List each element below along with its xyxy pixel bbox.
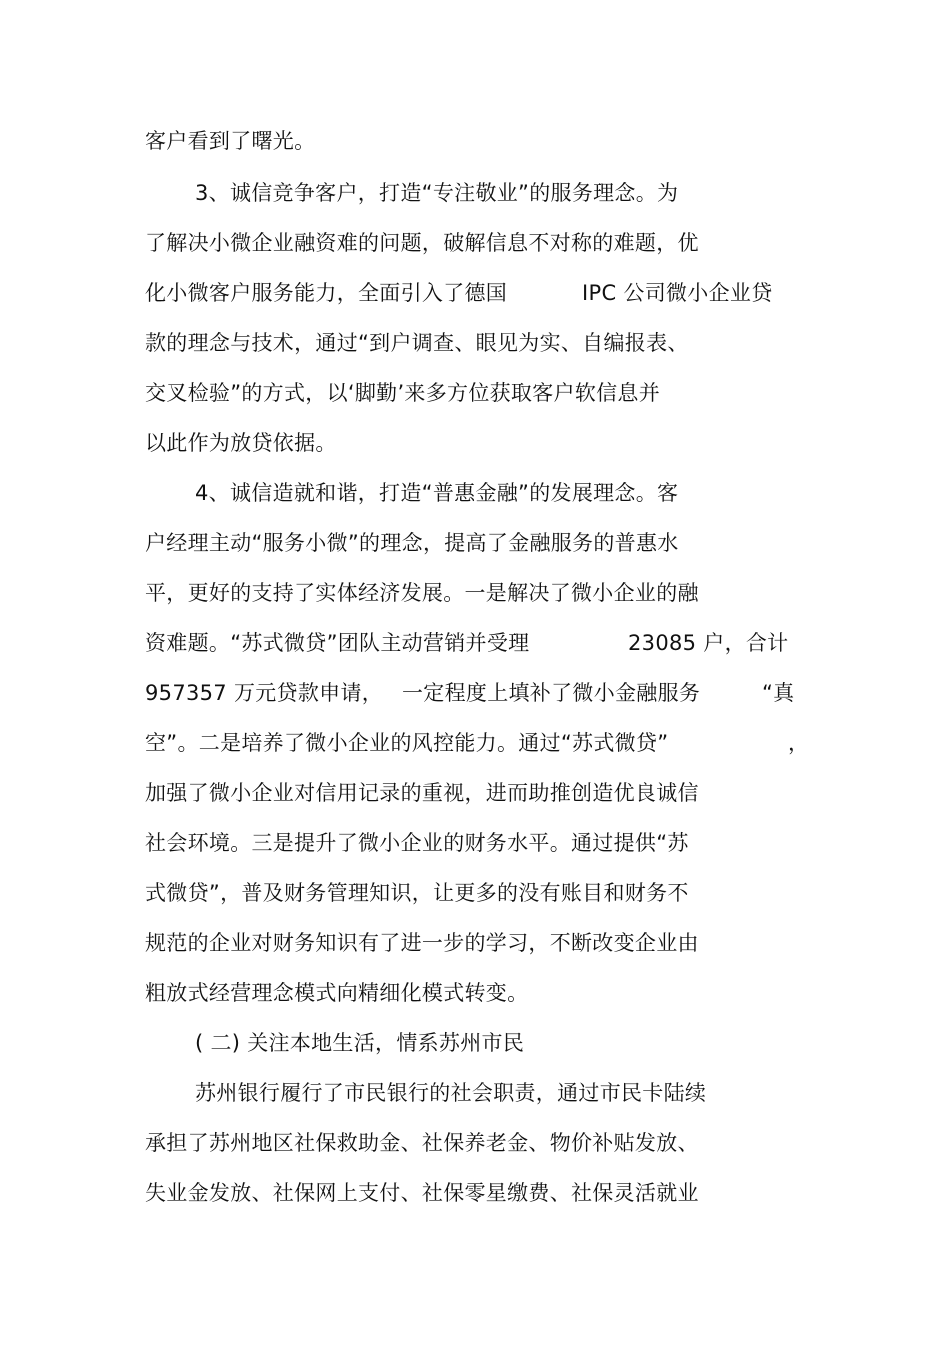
text-line: 空”。二是培养了微小企业的风控能力。通过“苏式微贷” [145, 731, 669, 755]
text-line: 957357 万元贷款申请， [145, 681, 384, 705]
text-fragment: IPC 公司微小企业贷 [582, 281, 773, 305]
text-line: 失业金发放、社保网上支付、社保零星缴费、社保灵活就业 [145, 1181, 699, 1205]
text-fragment: 23085 户，合计 [628, 631, 789, 655]
text-line: 户经理主动“服务小微”的理念，提高了金融服务的普惠水 [145, 531, 679, 555]
text-fragment: ， [788, 731, 810, 755]
text-line: 粗放式经营理念模式向精细化模式转变。 [145, 981, 529, 1005]
section-heading: ( 二) 关注本地生活，情系苏州市民 [195, 1031, 525, 1055]
text-line: 客户看到了曙光。 [145, 129, 316, 153]
text-line: 款的理念与技术，通过“到户调查、眼见为实、自编报表、 [145, 331, 689, 355]
text-line: 化小微客户服务能力，全面引入了德国 [145, 281, 508, 305]
text-line: 承担了苏州地区社保救助金、社保养老金、物价补贴发放、 [145, 1131, 699, 1155]
text-fragment: “真 [762, 681, 795, 705]
paragraph-3-heading-line: 3、诚信竞争客户，打造“专注敬业”的服务理念。为 [195, 181, 679, 205]
text-line: 资难题。“苏式微贷”团队主动营销并受理 [145, 631, 530, 655]
text-line: 了解决小微企业融资难的问题，破解信息不对称的难题，优 [145, 231, 699, 255]
text-fragment: 一定程度上填补了微小金融服务 [402, 681, 701, 705]
text-line: 平，更好的支持了实体经济发展。一是解决了微小企业的融 [145, 581, 699, 605]
text-line: 式微贷”，普及财务管理知识，让更多的没有账目和财务不 [145, 881, 689, 905]
paragraph-first-line: 苏州银行履行了市民银行的社会职责，通过市民卡陆续 [195, 1081, 707, 1105]
text-line: 交叉检验”的方式，以‘脚勤’来多方位获取客户软信息并 [145, 381, 661, 405]
paragraph-4-heading-line: 4、诚信造就和谐，打造“普惠金融”的发展理念。客 [195, 481, 679, 505]
text-line: 规范的企业对财务知识有了进一步的学习，不断改变企业由 [145, 931, 699, 955]
text-line: 以此作为放贷依据。 [145, 431, 337, 455]
text-line: 加强了微小企业对信用记录的重视，进而助推创造优良诚信 [145, 781, 699, 805]
text-line: 社会环境。三是提升了微小企业的财务水平。通过提供“苏 [145, 831, 689, 855]
